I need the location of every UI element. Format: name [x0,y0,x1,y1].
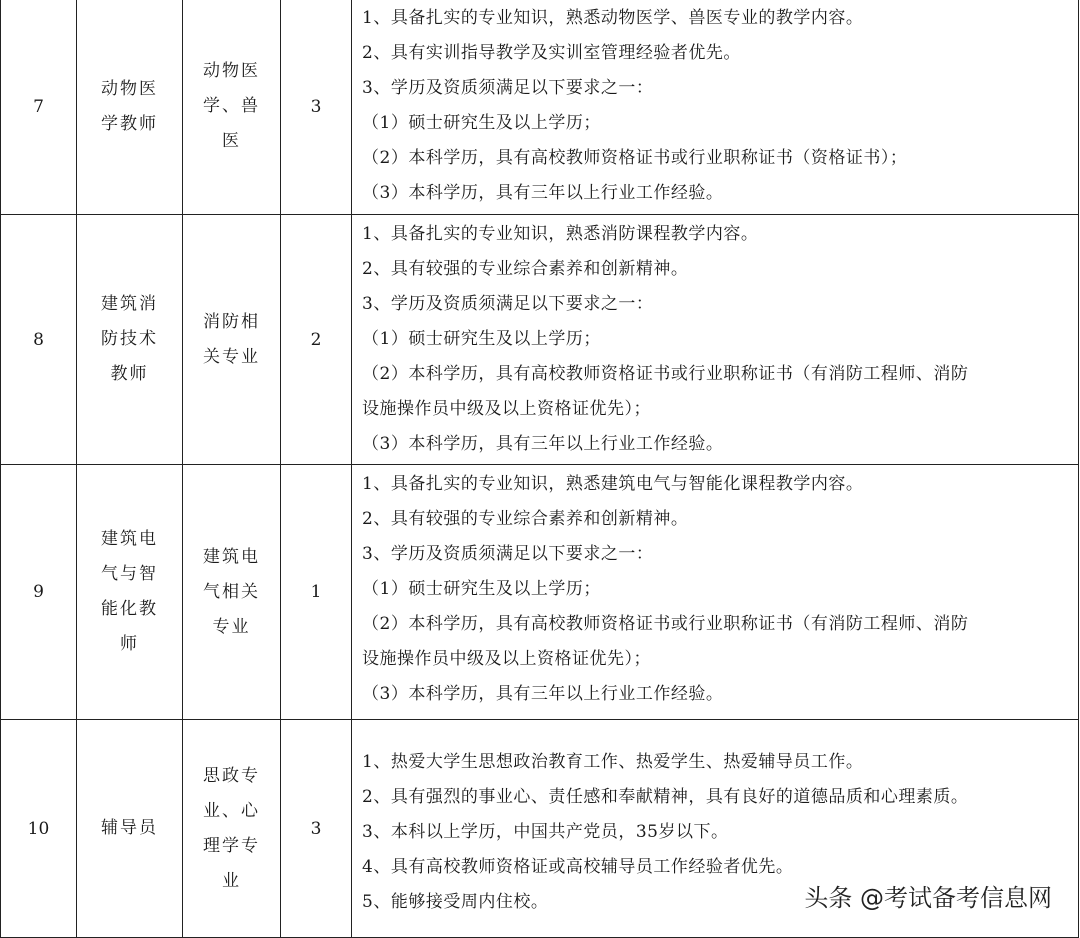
job-requirements [352,465,1079,720]
row-number-text: 10 [27,818,50,839]
headcount [281,465,352,720]
requirement-line: 2、具有较强的专业综合素养和创新精神。 [362,509,689,529]
major-line: 关专业 [203,346,260,367]
requirement-line: 设施操作员中级及以上资格证优先）； [362,399,651,419]
requirement-line: 1、具备扎实的专业知识，熟悉消防课程教学内容。 [362,224,759,244]
row-number-text: 9 [33,582,44,602]
requirement-line: （3）本科学历，具有三年以上行业工作经验。 [362,434,724,454]
requirement-line: 设施操作员中级及以上资格证优先）； [362,649,651,669]
position-name-line: 师 [120,634,139,654]
major-line: 消防相 [203,311,260,332]
job-requirements [352,0,1079,215]
position-name-line: 学教师 [101,113,158,134]
row-number [1,215,77,465]
headcount-text: 3 [310,96,322,117]
major-requirement [183,465,281,720]
position-name-line: 能化教 [101,599,158,619]
table-row [1,0,1079,215]
headcount-text: 2 [310,329,322,350]
requirement-line: （2）本科学历，具有高校教师资格证书或行业职称证书（资格证书）； [362,148,908,168]
position-name-line: 防技术 [101,329,158,349]
row-number-text: 8 [33,329,44,350]
row-number-text: 7 [33,96,44,117]
source-watermark: 头条 @考试备考信息网 [800,878,1056,913]
requirement-line: 3、学历及资质须满足以下要求之一： [362,294,654,314]
requirement-line: （3）本科学历，具有三年以上行业工作经验。 [362,684,724,704]
position-name [77,720,183,938]
position-name-line: 教师 [110,364,149,384]
requirement-line: 2、具有实训指导教学及实训室管理经验者优先。 [362,43,741,63]
requirement-line: 4、具有高校教师资格证或高校辅导员工作经验者优先。 [362,857,794,877]
requirement-line: （2）本科学历，具有高校教师资格证书或行业职称证书（有消防工程师、消防 [362,364,969,384]
requirement-line: 3、本科以上学历，中国共产党员，35岁以下。 [362,822,729,842]
requirement-line: 2、具有强烈的事业心、责任感和奉献精神，具有良好的道德品质和心理素质。 [362,787,969,807]
requirement-line: 1、热爱大学生思想政治教育工作、热爱学生、热爱辅导员工作。 [362,752,864,772]
headcount [281,215,352,465]
major-requirement [183,215,281,465]
row-number [1,465,77,720]
requirement-line: （1）硕士研究生及以上学历； [362,579,601,599]
requirement-line: 3、学历及资质须满足以下要求之一： [362,544,654,564]
major-line: 气相关 [203,581,260,602]
headcount-text: 1 [310,582,322,602]
headcount-text: 3 [310,818,322,839]
major-line: 专业 [212,616,251,637]
position-name-line: 动物医 [101,78,158,99]
requirement-line: 2、具有较强的专业综合素养和创新精神。 [362,259,689,279]
job-requirements [352,215,1079,465]
major-requirement [183,720,281,938]
major-line: 学、兽 [203,96,260,116]
headcount [281,720,352,938]
position-name-line: 辅导员 [101,818,158,838]
position-name [77,0,183,215]
requirement-line: 5、能够接受周内住校。 [362,892,549,912]
table-row [1,465,1079,720]
position-name-line: 气与智 [101,564,158,584]
requirement-line: 3、学历及资质须满足以下要求之一： [362,78,654,98]
position-name-line: 建筑电 [101,529,158,549]
major-line: 理学专 [203,835,260,856]
major-line: 建筑电 [203,546,260,567]
row-number [1,0,77,215]
position-name-line: 建筑消 [101,294,158,314]
row-number [1,720,77,938]
major-requirement [183,0,281,215]
major-line: 医 [222,131,241,151]
position-name [77,215,183,465]
requirement-line: 1、具备扎实的专业知识，熟悉建筑电气与智能化课程教学内容。 [362,474,864,494]
requirement-line: （2）本科学历，具有高校教师资格证书或行业职称证书（有消防工程师、消防 [362,614,969,634]
table-row [1,215,1079,465]
requirement-line: （1）硕士研究生及以上学历； [362,329,601,349]
position-name [77,465,183,720]
major-line: 动物医 [203,61,260,81]
major-line: 思政专 [203,765,260,786]
major-line: 业 [222,870,241,891]
major-line: 业、心 [203,800,260,821]
requirement-line: （3）本科学历，具有三年以上行业工作经验。 [362,183,724,203]
headcount [281,0,352,215]
requirement-line: 1、具备扎实的专业知识，熟悉动物医学、兽医专业的教学内容。 [362,8,864,28]
requirement-line: （1）硕士研究生及以上学历； [362,113,601,133]
